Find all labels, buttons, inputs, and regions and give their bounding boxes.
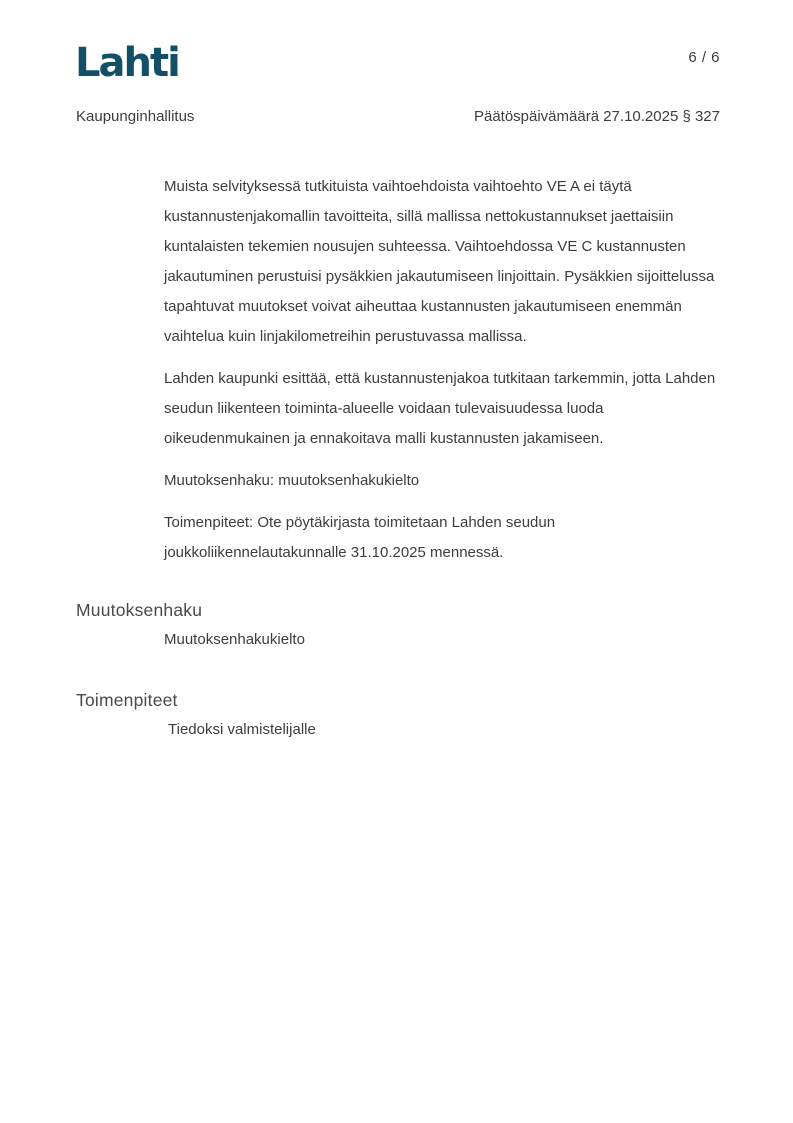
- section-content: Muutoksenhakukielto: [164, 631, 305, 648]
- body-paragraph: Muista selvityksessä tutkituista vaihtoehdoista vaihtoehto VE A ei täytä kustannustenjakomallin tavoitteita, sillä mallissa nettokustannukset jaettaisiin kuntalaisten tekemien nousujen suhteessa. Vaihtoehdossa VE C kustannusten jakautuminen perustuisi pysäkkien jakautumiseen linjoittain. Pysäkkien sijoittelussa tapahtuvat muutokset voivat aiheuttaa kustannusten jakautumiseen enemmän vaihtelua kuin linjakilometreihin perustuvassa mallissa.: [164, 178, 715, 345]
- page-number: 6 / 6: [688, 49, 720, 66]
- appeal-note: Muutoksenhaku: muutoksenhakukielto: [164, 472, 420, 489]
- section-heading: Toimenpiteet: [76, 690, 178, 710]
- section-content: Tiedoksi valmistelijalle: [168, 721, 316, 738]
- lahti-logo: Lahti: [75, 40, 179, 86]
- section-heading: Muutoksenhaku: [76, 600, 203, 620]
- body-paragraph: Lahden kaupunki esittää, että kustannustenjakoa tutkitaan tarkemmin, jotta Lahden seudun liikenteen toiminta-alueelle voidaan tulevaisuudessa luoda oikeudenmukainen ja ennakoitava malli kustannusten jakamiseen.: [164, 370, 716, 447]
- organization-name: Kaupunginhallitus: [76, 108, 195, 125]
- top-row: [0, 0, 793, 86]
- body-content: [164, 172, 721, 568]
- section-toimenpiteet: [76, 690, 793, 738]
- document-header: [0, 108, 793, 125]
- actions-note: Toimenpiteet: Ote pöytäkirjasta toimitetaan Lahden seudun joukkoliikennelautakunnalle 31.10.2025 mennessä.: [164, 514, 556, 561]
- section-muutoksenhaku: [76, 600, 793, 648]
- decision-date: Päätöspäivämäärä 27.10.2025 § 327: [473, 108, 720, 125]
